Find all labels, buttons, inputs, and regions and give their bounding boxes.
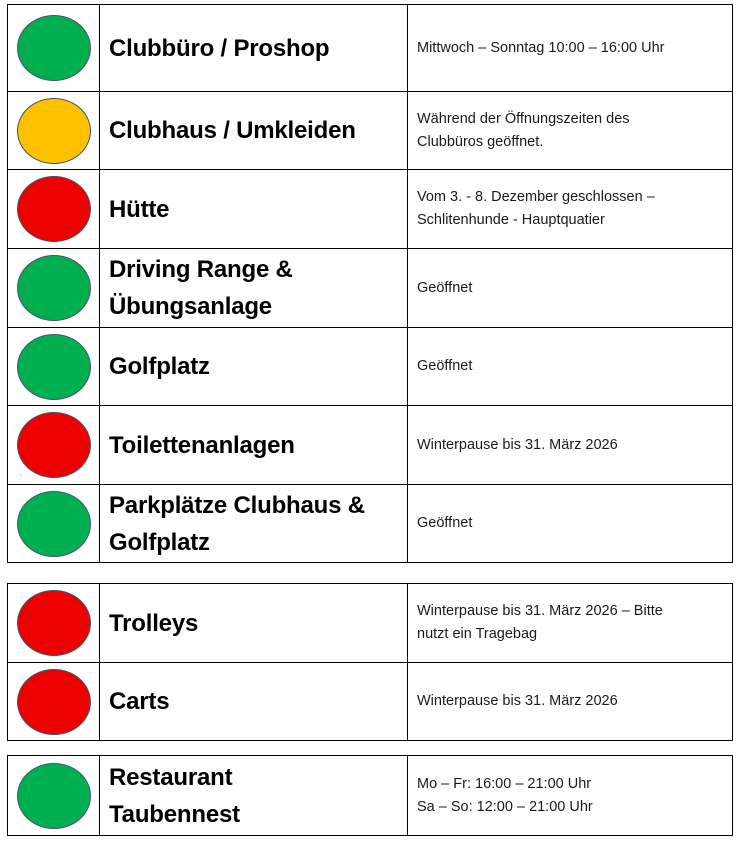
status-row-clubhaus [8, 91, 732, 169]
restaurant-status-table [7, 755, 733, 836]
facility-status-text: Vom 3. - 8. Dezember geschlossen – Schlitenhunde - Hauptquatier [417, 189, 655, 228]
status-row-clubbuero [8, 5, 732, 91]
facility-name: Hütte [109, 195, 170, 223]
facility-status-text: Mo – Fr: 16:00 – 21:00 Uhr Sa – So: 12:00 – 21:00 Uhr [417, 775, 593, 815]
status-row-trolleys [8, 584, 732, 662]
status-light-icon [17, 763, 91, 829]
facility-status-text: Winterpause bis 31. März 2026 [417, 693, 618, 709]
equipment-status-table [7, 583, 733, 741]
status-row-toiletten [8, 405, 732, 484]
status-row-carts [8, 662, 732, 740]
status-row-parkplaetze [8, 484, 732, 562]
status-light-icon [17, 98, 91, 164]
facility-name: Trolleys [109, 609, 199, 637]
facility-status-text: Geöffnet [417, 515, 473, 531]
status-light-icon [17, 590, 91, 656]
facility-name: Toilettenanlagen [109, 431, 295, 459]
status-light-icon [17, 255, 91, 321]
facility-name: Clubbüro / Proshop [109, 34, 330, 62]
status-row-golfplatz [8, 327, 732, 405]
status-row-huette [8, 169, 732, 248]
facility-status-text: Mittwoch – Sonntag 10:00 – 16:00 Uhr [417, 39, 665, 56]
facility-name: Clubhaus / Umkleiden [109, 117, 356, 144]
facility-name: Restaurant Taubennest [109, 763, 240, 828]
facility-name: Carts [109, 688, 170, 715]
facility-name: Driving Range & Übungsanlage [109, 256, 293, 320]
facility-status-text: Während der Öffnungszeiten des Clubbüros geöffnet. [417, 110, 630, 150]
facility-status-text: Winterpause bis 31. März 2026 [417, 436, 618, 453]
facility-status-text: Geöffnet [417, 279, 473, 296]
facility-status-text: Geöffnet [417, 358, 473, 374]
facilities-status-table [7, 4, 733, 563]
status-light-icon [17, 412, 91, 478]
status-light-icon [17, 15, 91, 81]
status-light-icon [17, 669, 91, 735]
facility-status-text: Winterpause bis 31. März 2026 – Bitte nutzt ein Tragebag [417, 603, 663, 642]
status-row-restaurant [8, 756, 732, 835]
facility-name: Parkplätze Clubhaus & Golfplatz [109, 491, 365, 556]
status-light-icon [17, 491, 91, 557]
facility-name: Golfplatz [109, 353, 210, 380]
status-light-icon [17, 176, 91, 242]
status-light-icon [17, 334, 91, 400]
status-row-driving-range [8, 248, 732, 327]
